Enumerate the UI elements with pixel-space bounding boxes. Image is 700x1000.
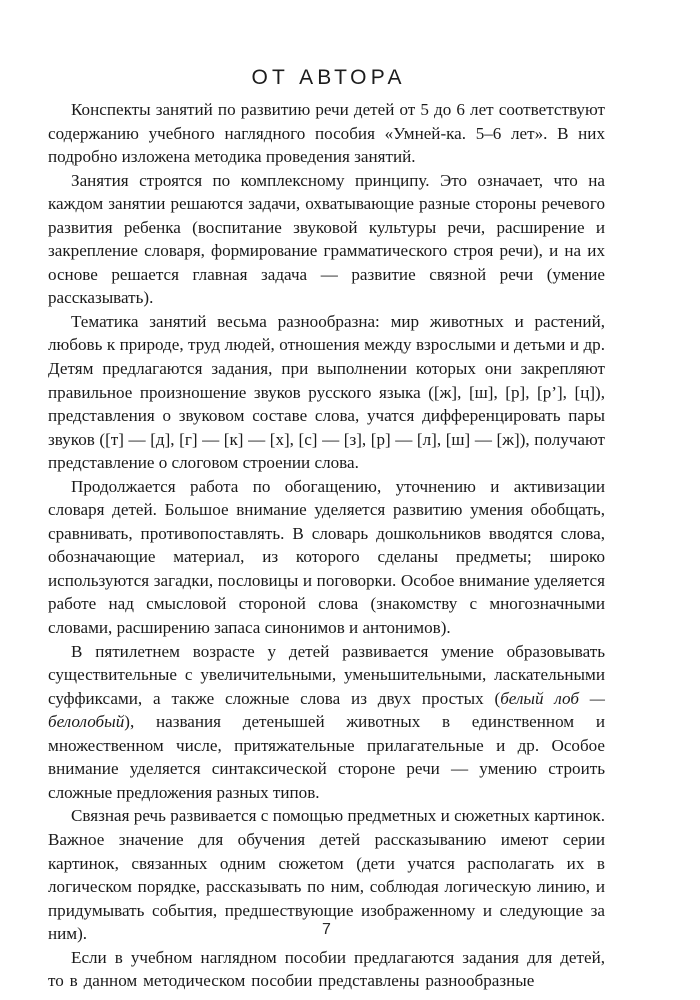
paragraph-segment-emphasis: белый лоб — белолобый [48, 688, 605, 732]
paragraph: Занятия строятся по комплексному принципу. Это означает, что на каждом занятии решаются задачи, охватывающие разные стороны речевого развития ребенка (воспитание звуковой культуры речи, расширение и закрепление словаря, формирование грамматического строя речи), и на их основе решается главная задача — развитие связной речи (умение рассказывать). [48, 170, 605, 308]
page-title: ОТ АВТОРА [251, 66, 406, 90]
paragraph: Тематика занятий весьма разнообразна: мир животных и растений, любовь к природе, труд людей, отношения между взрослыми и детьми и др. Детям предлагаются задания, при выполнении которых они закрепляют правильное произношение звуков русского языка ([ж], [ш], [р], [р’], [ц]), представления о звуковом составе слова, учатся дифференцировать пары звуков ([т] — [д], [г] — [к] — [х], [с] — [з], [р] — [л], [ш] — [ж]), получают представление о слоговом строении слова. [48, 311, 605, 473]
paragraph: Связная речь развивается с помощью предметных и сюжетных картинок. Важное значение для обучения детей рассказыванию имеют серии картинок, связанных одним сюжетом (дети учатся располагать их в логическом порядке, рассказывать по ним, соблюдая логическую линию, и придумывать события, предшествующие изображенному и следующие за ним). [48, 806, 605, 944]
paragraph [48, 640, 605, 805]
paragraph-segment: ), названия детенышей животных в единственном и множественном числе, притяжательные прилагательные и др. Особое внимание уделяется синтаксической стороне речи — умению строить сложные предложения разных типов. [48, 712, 605, 802]
body-text-column [48, 98, 605, 993]
paragraph-segment: В пятилетнем возрасте у детей развивается умение образовывать существительные с увеличительными, уменьшительными, ласкательными суффиксами, а также сложные слова из двух простых ( [48, 641, 605, 708]
paragraph: Если в учебном наглядном пособии предлагаются задания для детей, то в данном методическом пособии представлены разнообразные [48, 947, 605, 991]
paragraph: Продолжается работа по обогащению, уточнению и активизации словаря детей. Большое внимание уделяется развитию умения обобщать, сравнивать, противопоставлять. В словарь дошкольников вводятся слова, обозначающие материал, из которого сделаны предметы; широко используются загадки, пословицы и поговорки. Особое внимание уделяется работе над смысловой стороной слова (знакомству с многозначными словами, расширению запаса синонимов и антонимов). [48, 476, 605, 638]
page-number: 7 [322, 921, 331, 938]
paragraph: Конспекты занятий по развитию речи детей от 5 до 6 лет соответствуют содержанию учебного наглядного пособия «Умней-ка. 5–6 лет». В них подробно изложена методика проведения занятий. [48, 100, 605, 167]
